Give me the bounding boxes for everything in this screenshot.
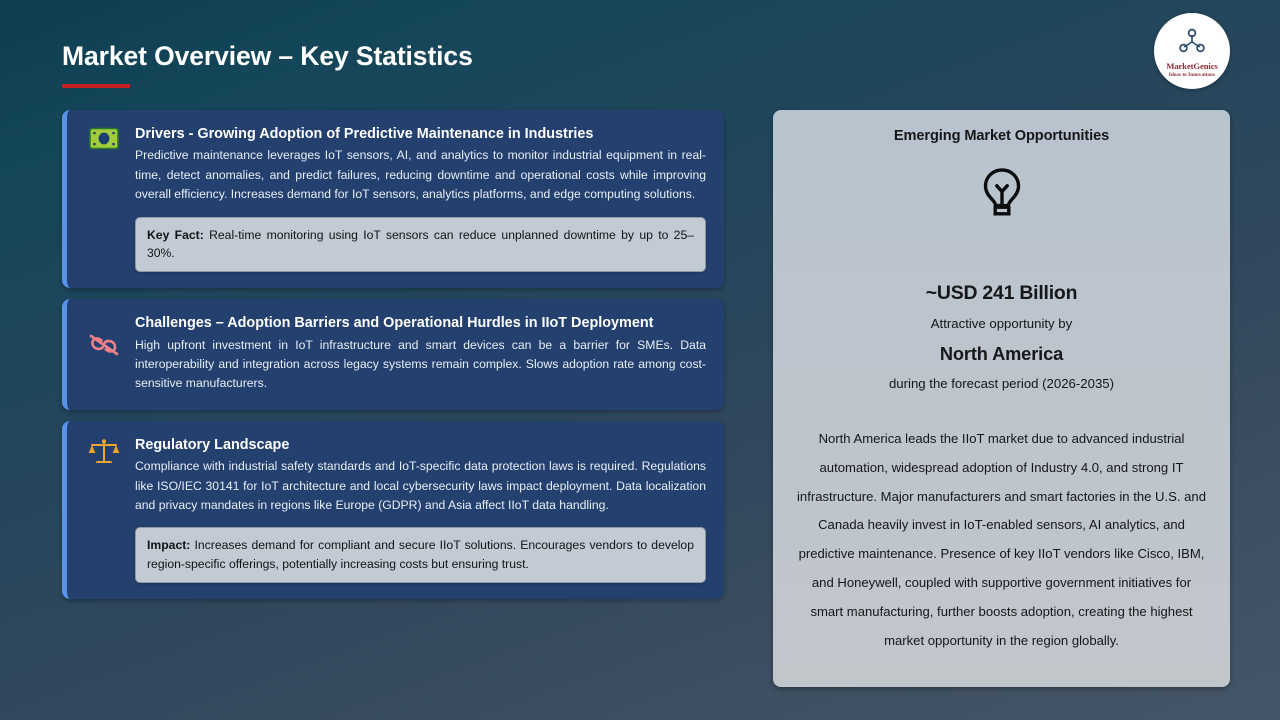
leading-region: North America [939,344,1064,364]
market-value: ~USD 241 Billion [925,282,1078,304]
card-body [135,435,706,583]
card-body [135,124,706,272]
card-description: Compliance with industrial safety standards and IoT-specific data protection laws is required. Regulations like ISO/IEC 30141 for IoT architecture and local cybersecurity laws impact deployment. Data localization and privacy mandates in regions like Europe (GDPR) and Asia affect IIoT data handling. [135,459,706,513]
network-nodes-icon [1177,28,1207,59]
money-banknote-icon [85,124,123,150]
title-underline-rule [62,84,130,88]
callout-label: Impact: [147,538,191,553]
card-body [135,313,706,394]
logo-company-name: MarketGenics [1166,60,1218,71]
card-heading: Challenges – Adoption Barriers and Operational Hurdles in IIoT Deployment [135,315,654,332]
callout-text: Real-time monitoring using IoT sensors can reduce unplanned downtime by up to 25–30%. [147,227,694,260]
broken-link-icon [85,313,123,359]
card-description: Predictive maintenance leverages IoT sensors, AI, and analytics to monitor industrial equipment in real-time, detect anomalies, and predict failures, reducing downtime and operational costs while improving overall efficiency. Increases demand for IoT sensors, analytics platforms, and edge computing solutions. [135,148,706,202]
logo-tagline: Ideas to Innovations [1168,71,1216,78]
callout-text: Increases demand for compliant and secure IIoT solutions. Encourages vendors to develop region-specific offerings, potentially increasing costs but ensuring trust. [147,538,694,571]
callout-label: Key Fact: [147,227,204,242]
page-title: Market Overview – Key Statistics [62,41,473,71]
balance-scales-icon [85,435,123,466]
key-fact-callout [135,217,706,273]
company-logo [1154,13,1230,89]
emerging-market-opportunities-panel [773,110,1230,687]
card-drivers[interactable] [62,110,724,288]
opportunity-subtitle: Attractive opportunity by [930,316,1073,331]
insight-cards-column [62,110,724,610]
card-heading: Regulatory Landscape [135,436,290,453]
slide-header [0,0,1280,104]
card-description: High upfront investment in IoT infrastructure and smart devices can be a barrier for SMEs. Data interoperability and integration across legacy systems remain complex. Slows adoption rate among cost-sensitive manufacturers. [135,337,706,391]
lightbulb-icon [790,166,1213,227]
card-challenges[interactable] [62,299,724,410]
region-analysis-paragraph: North America leads the IIoT market due to advanced industrial automation, widespread adoption of Industry 4.0, and strong IT infrastructure. Major manufacturers and smart factories in the U.S. and Canada heavily invest in IoT-enabled sensors, AI analytics, and predictive maintenance. Presence of key IIoT vendors like Cisco, IBM, and Honeywell, coupled with supportive government initiatives for smart manufacturing, further boosts adoption, creating the highest market opportunity in the region globally. [797,431,1206,648]
card-heading: Drivers - Growing Adoption of Predictive Maintenance in Industries [135,126,594,142]
impact-callout [135,527,706,583]
forecast-period: during the forecast period (2026-2035) [888,376,1115,391]
panel-title: Emerging Market Opportunities [893,128,1110,144]
card-regulatory-landscape[interactable] [62,421,724,599]
